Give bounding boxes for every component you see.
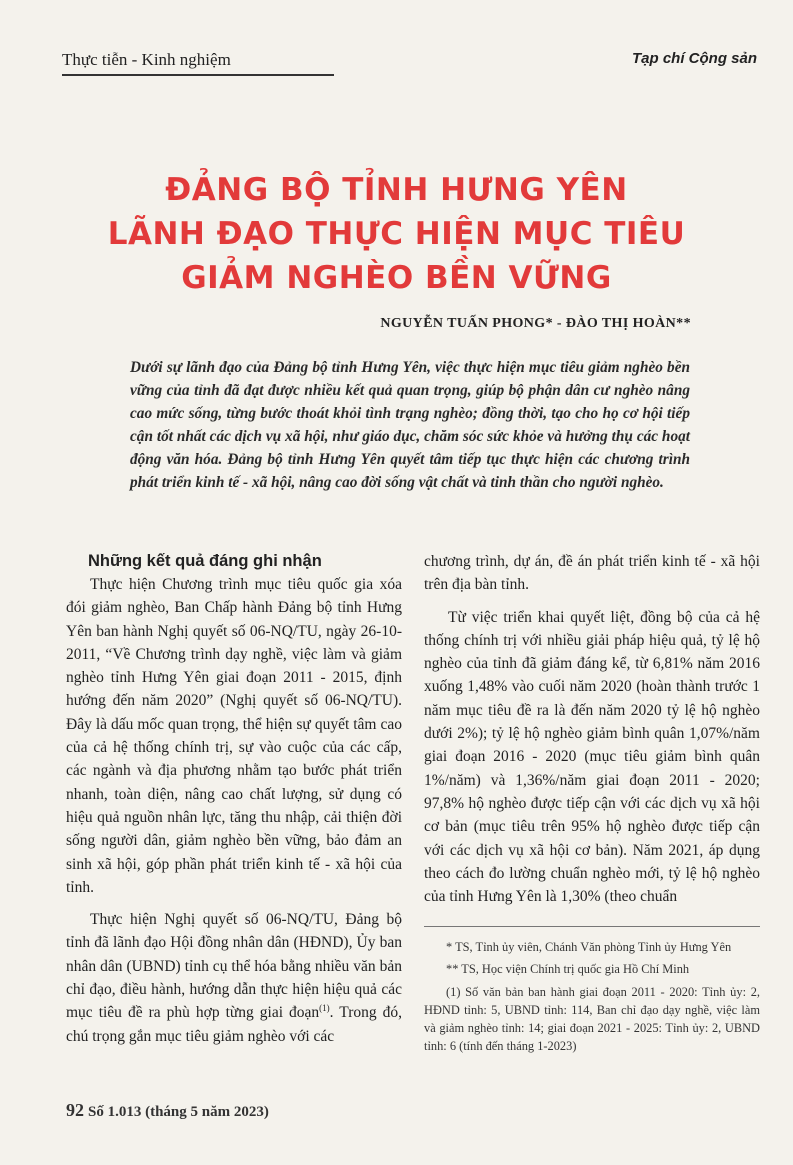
paragraph-1: Thực hiện Chương trình mục tiêu quốc gia xóa đói giảm nghèo, Ban Chấp hành Đảng bộ tỉnh Hưng Yên ban hành Nghị quyết số 06-NQ/TU, ngày 26-10-2011, “Về Chương trình dạy nghề, việc làm và giảm nghèo tỉnh Hưng Yên giai đoạn 2011 - 2015, định hướng đến năm 2020” (Nghị quyết số 06-NQ/TU). Đây là dấu mốc quan trọng, thể hiện sự quyết tâm cao của cả hệ thống chính trị, sự vào cuộc của các cấp, các ngành và địa phương nhằm tạo bước phát triển nhanh, toàn diện, nâng cao chất lượng, sử dụng có hiệu quả nguồn nhân lực, tăng thu nhập, cải thiện đời sống người dân, giảm nghèo bền vững, bảo đảm an sinh xã hội, góp phần phát triển kinh tế - xã hội của tỉnh. bbox=[66, 576, 402, 896]
footnote-1: (1) Số văn bản ban hành giai đoạn 2011 - 2020: Tỉnh ủy: 2, HĐND tỉnh: 5, UBND tỉnh: 114, Ban chỉ đạo dạy nghề, việc làm và giảm nghèo tỉnh: 14; giai đoạn 2021 - 2025: Tỉnh ủy: 2, UBND tỉnh: 6 (tính đến tháng 1-2023) bbox=[424, 984, 760, 1054]
paragraph-2-text-end: . Trong đó, chú trọng gắn mục tiêu giảm nghèo với các bbox=[66, 1004, 402, 1045]
page-footer bbox=[66, 1100, 269, 1121]
footnotes bbox=[424, 938, 760, 1060]
paragraph-2-text: Thực hiện Nghị quyết số 06-NQ/TU, Đảng bộ tỉnh đã lãnh đạo Hội đồng nhân dân (HĐND), Ủy ban nhân dân (UBND) tỉnh cụ thể hóa bằng nhiều văn bản chỉ đạo, điều hành, hướng dẫn thực hiện hiệu quả các mục tiêu đề ra phù hợp từng giai đoạn bbox=[66, 911, 402, 1022]
journal-name: Tạp chí Cộng sản bbox=[631, 50, 757, 67]
authors: NGUYỄN TUẤN PHONG* - ĐÀO THỊ HOÀN** bbox=[380, 316, 691, 331]
body-column-right bbox=[424, 550, 760, 908]
article-title-line-1: ĐẢNG BỘ TỈNH HƯNG YÊN bbox=[165, 172, 628, 208]
footnote-author-1: * TS, Tỉnh ủy viên, Chánh Văn phòng Tỉnh ủy Hưng Yên bbox=[446, 940, 732, 954]
section-heading: Những kết quả đáng ghi nhận bbox=[88, 552, 322, 570]
article-title-line-2: LÃNH ĐẠO THỰC HIỆN MỤC TIÊU bbox=[107, 216, 686, 252]
footnote-rule bbox=[424, 926, 760, 927]
page-number: 92 bbox=[66, 1100, 84, 1120]
body-column-left bbox=[66, 550, 402, 1048]
abstract: Dưới sự lãnh đạo của Đảng bộ tỉnh Hưng Yên, việc thực hiện mục tiêu giảm nghèo bền vững của tỉnh đã đạt được nhiều kết quả quan trọng, giúp bộ phận dân cư nghèo nâng cao mức sống, từng bước thoát khỏi tình trạng nghèo; đồng thời, tạo cho họ cơ hội tiếp cận tốt nhất các dịch vụ xã hội, như giáo dục, chăm sóc sức khỏe và hưởng thụ các hoạt động văn hóa. Đảng bộ tỉnh Hưng Yên quyết tâm tiếp tục thực hiện các chương trình phát triển kinh tế - xã hội, nâng cao đời sống vật chất và tinh thần cho người nghèo. bbox=[130, 359, 690, 491]
footnote-ref-1[interactable]: (1) bbox=[319, 1003, 330, 1014]
paragraph-2 bbox=[66, 908, 402, 1048]
issue-info: Số 1.013 (tháng 5 năm 2023) bbox=[88, 1104, 269, 1120]
paragraph-2-continued: chương trình, dự án, đề án phát triển kinh tế - xã hội trên địa bàn tỉnh. bbox=[424, 553, 760, 594]
footnote-author-2: ** TS, Học viện Chính trị quốc gia Hồ Chí Minh bbox=[446, 962, 690, 977]
section-header: Thực tiễn - Kinh nghiệm bbox=[62, 50, 231, 69]
article-title-line-3: GIẢM NGHÈO BỀN VỮNG bbox=[181, 260, 612, 296]
paragraph-3: Từ việc triển khai quyết liệt, đồng bộ của cả hệ thống chính trị với nhiều giải pháp hiệu quả, tỷ lệ hộ nghèo của tỉnh đã giảm đáng kể, từ 6,81% năm 2016 xuống 1,48% vào cuối năm 2020 (hoàn thành trước 1 năm mục tiêu đề ra là đến năm 2020 tỷ lệ hộ nghèo dưới 2%); tỷ lệ hộ nghèo giảm bình quân 1,07%/năm giai đoạn 2016 - 2020 (mục tiêu giảm bình quân 1%/năm) và 1,36%/năm giai đoạn 2011 - 2020; 97,8% hộ nghèo được tiếp cận với các dịch vụ xã hội cơ bản (mục tiêu trên 95% hộ nghèo được tiếp cận với các dịch vụ xã hội cơ bản). Năm 2021, áp dụng theo cách đo lường chuẩn nghèo mới, tỷ lệ hộ nghèo của tỉnh Hưng Yên là 1,30% (theo chuẩn bbox=[424, 608, 760, 906]
header-rule bbox=[62, 74, 334, 76]
